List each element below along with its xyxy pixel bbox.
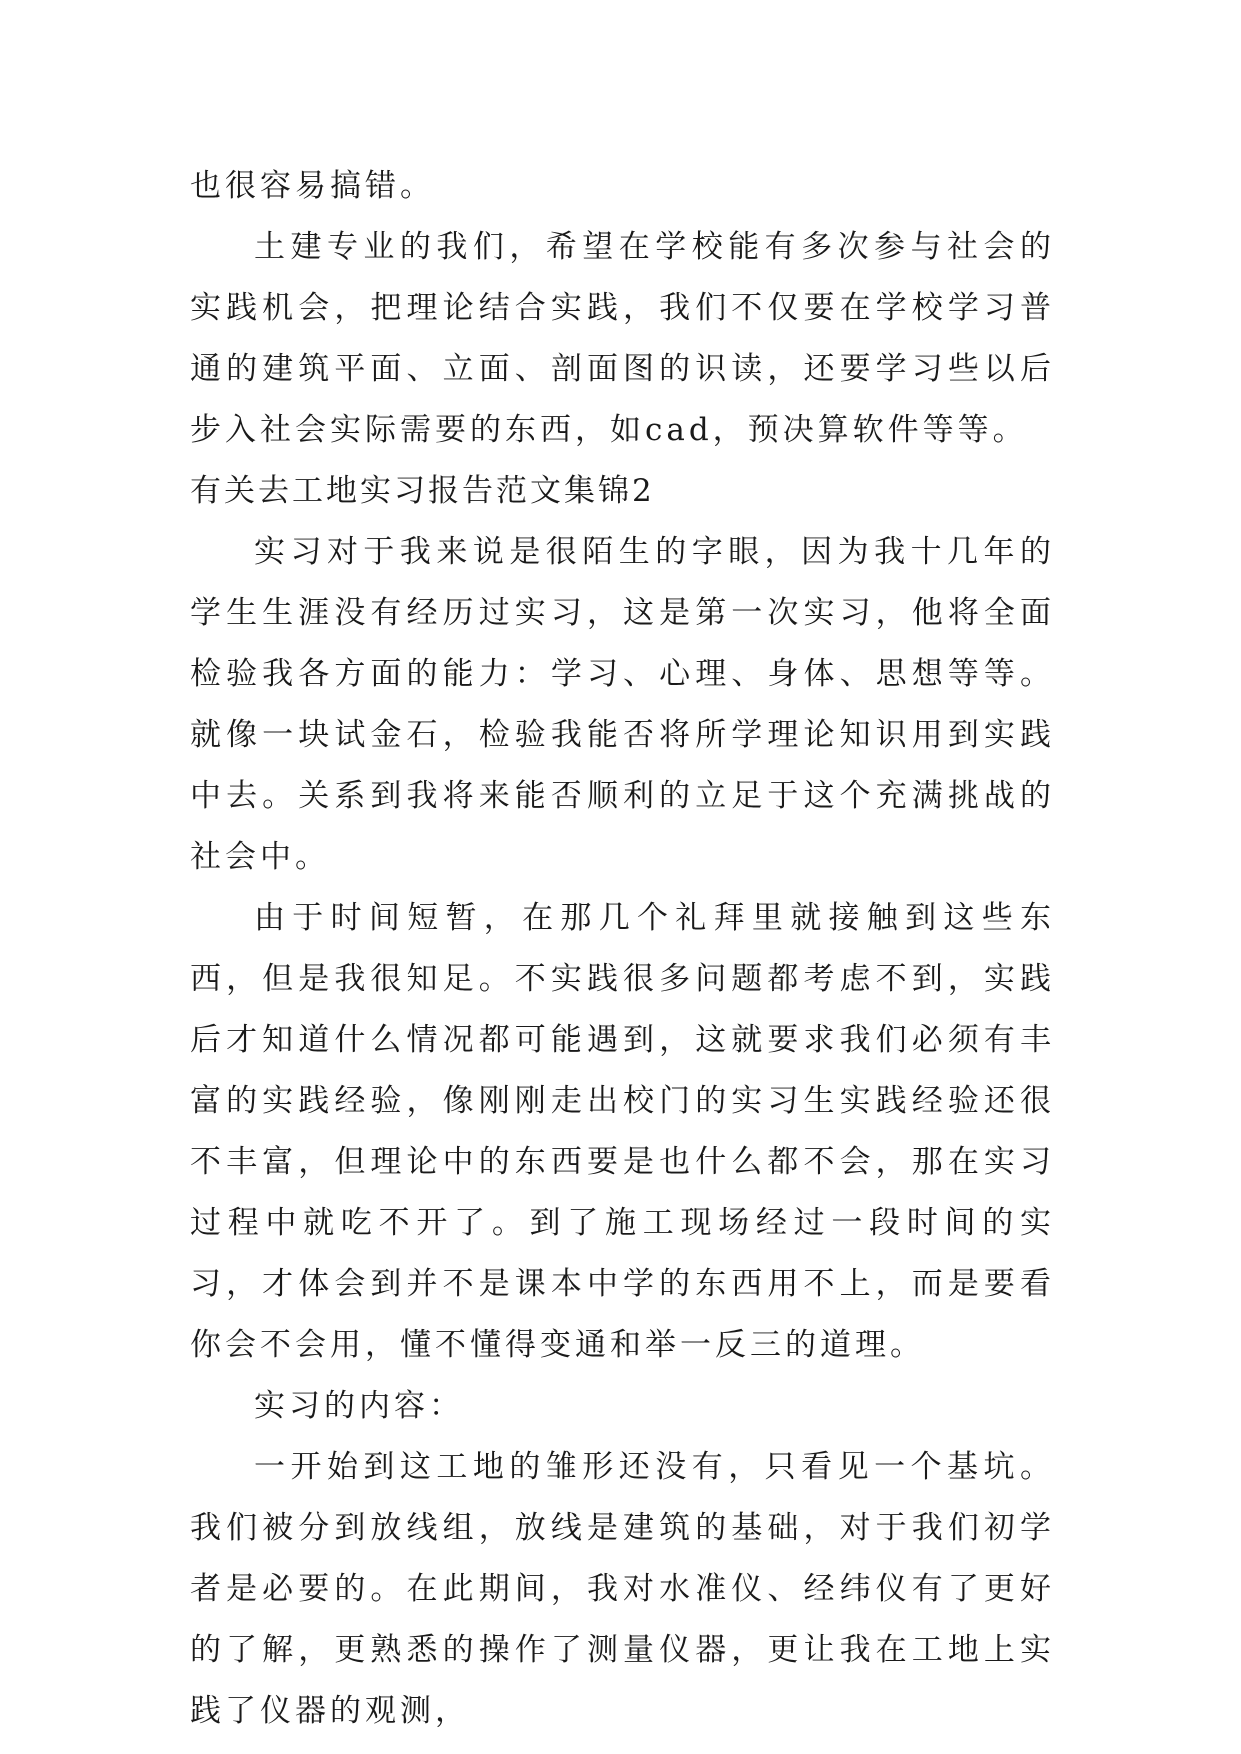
document-body xyxy=(190,156,1055,1742)
paragraph: 实习对于我来说是很陌生的字眼，因为我十几年的学生生涯没有经历过实习，这是第一次实习，他将全面检验我各方面的能力：学习、心理、身体、思想等等。就像一块试金石，检验我能否将所学理论知识用到实践中去。关系到我将来能否顺利的立足于这个充满挑战的社会中。 xyxy=(190,534,1055,875)
continuation-text: 也很容易搞错。 xyxy=(190,168,435,204)
paragraph: 土建专业的我们，希望在学校能有多次参与社会的实践机会，把理论结合实践，我们不仅要在学校学习普通的建筑平面、立面、剖面图的识读，还要学习些以后步入社会实际需要的东西，如cad，预决算软件等等。 xyxy=(190,229,1055,448)
paragraph: 由于时间短暂，在那几个礼拜里就接触到这些东西，但是我很知足。不实践很多问题都考虑不到，实践后才知道什么情况都可能遇到，这就要求我们必须有丰富的实践经验，像刚刚走出校门的实习生实践经验还很不丰富，但理论中的东西要是也什么都不会，那在实习过程中就吃不开了。到了施工现场经过一段时间的实习，才体会到并不是课本中学的东西用不上，而是要看你会不会用，懂不懂得变通和举一反三的道理。 xyxy=(190,900,1055,1363)
paragraph: 一开始到这工地的雏形还没有，只看见一个基坑。我们被分到放线组，放线是建筑的基础，对于我们初学者是必要的。在此期间，我对水准仪、经纬仪有了更好的了解，更熟悉的操作了测量仪器，更让我在工地上实践了仪器的观测， xyxy=(190,1449,1055,1729)
paragraph: 实习的内容： xyxy=(254,1388,464,1424)
section-heading: 有关去工地实习报告范文集锦2 xyxy=(190,473,655,509)
